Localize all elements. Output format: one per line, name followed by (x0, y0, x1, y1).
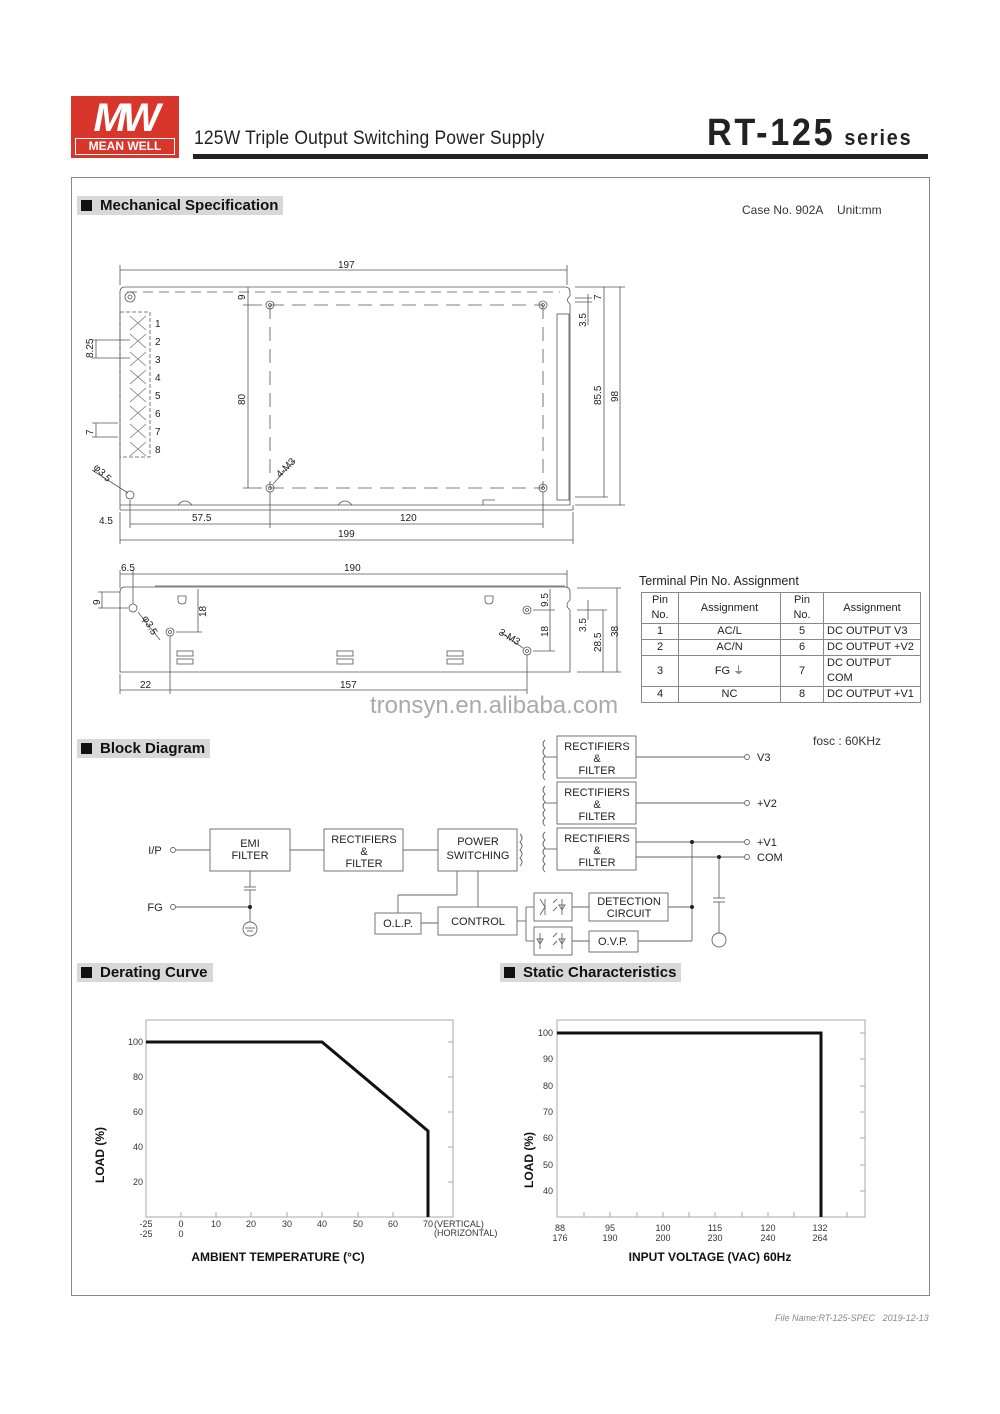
pin-number: 4 (155, 373, 161, 384)
static-line (557, 1033, 821, 1217)
svg-text:264: 264 (812, 1233, 828, 1243)
column-header: Assignment (824, 593, 921, 624)
static-xlabel: INPUT VOLTAGE (VAC) 60Hz (628, 1250, 792, 1264)
svg-text:240: 240 (760, 1233, 776, 1243)
svg-text:10: 10 (210, 1219, 222, 1229)
svg-text:(HORIZONTAL): (HORIZONTAL) (434, 1228, 498, 1238)
svg-text:100: 100 (537, 1028, 553, 1038)
dim-side-right-spacing: 18 (540, 625, 551, 637)
svg-text:80: 80 (542, 1081, 553, 1091)
dim-inner-height: 85.5 (593, 385, 604, 405)
dim-side-slot: 3.5 (578, 618, 589, 632)
svg-text:60: 60 (387, 1219, 399, 1229)
rect-label: & (593, 845, 601, 857)
psw-label: SWITCHING (446, 850, 510, 862)
pin-cell: 4 (642, 687, 679, 703)
label-screw-3-m3: 3-M3 (496, 627, 522, 648)
svg-text:176: 176 (552, 1233, 568, 1243)
dim-side-left-offset: 6.5 (121, 563, 135, 574)
assignment-cell: DC OUTPUT COM (824, 656, 921, 687)
emi-label: FILTER (231, 850, 269, 862)
footer-file-info (775, 1313, 929, 1323)
input-ip-label: I/P (148, 845, 162, 857)
dim-side-mount-offset: 22 (140, 680, 152, 691)
fosc-label: fosc : 60KHz (813, 734, 882, 748)
assignment-cell: DC OUTPUT +V2 (824, 640, 921, 656)
pin-cell: 1 (642, 624, 679, 640)
label-screw-4-m3: 4-M3 (274, 456, 299, 481)
svg-text:200: 200 (655, 1233, 671, 1243)
dim-overall-height: 98 (610, 390, 621, 402)
pin-cell: 8 (781, 687, 824, 703)
rect-label: RECTIFIERS (331, 834, 397, 846)
assignment-cell: DC OUTPUT V3 (824, 624, 921, 640)
assignment-cell: FG ⏚ (679, 656, 781, 687)
rect-label: FILTER (345, 858, 383, 870)
logo-mark: MW (93, 96, 157, 140)
derating-line (146, 1042, 428, 1217)
output-com-label: COM (757, 852, 783, 864)
rect-label: RECTIFIERS (564, 833, 630, 845)
pin-number: 2 (155, 337, 161, 348)
input-fg-label: FG (147, 902, 163, 914)
svg-text:60: 60 (542, 1133, 553, 1143)
rect-label: RECTIFIERS (564, 787, 630, 799)
emi-label: EMI (240, 838, 260, 850)
assignment-cell: DC OUTPUT +V1 (824, 687, 921, 703)
svg-text:90: 90 (542, 1054, 553, 1064)
svg-text:88: 88 (554, 1223, 566, 1233)
model-number: RT-125 (707, 112, 836, 154)
dim-overall-width: 197 (338, 260, 355, 271)
psw-label: POWER (457, 836, 499, 848)
derating-ylabel: LOAD (%) (93, 1127, 107, 1183)
svg-text:190: 190 (602, 1233, 618, 1243)
static-ylabel: LOAD (%) (522, 1132, 536, 1188)
dim-side-hole-y: 9 (92, 599, 103, 605)
rect-label: FILTER (578, 857, 616, 869)
pin-number: 7 (155, 427, 161, 438)
rect-label: RECTIFIERS (564, 741, 630, 753)
detection-label: DETECTION (597, 896, 661, 908)
output-v1-label: +V1 (757, 837, 777, 849)
svg-text:-25: -25 (139, 1219, 153, 1229)
derating-xlabel: AMBIENT TEMPERATURE (°C) (191, 1250, 365, 1264)
rect-label: & (593, 799, 601, 811)
section-title: Block Diagram (100, 740, 206, 757)
watermark: tronsyn.en.alibaba.com (370, 692, 619, 719)
file-date: 2019-12-13 (882, 1313, 929, 1323)
dim-mount-spacing-y: 80 (237, 393, 248, 405)
dim-mount-offset-top: 9 (237, 294, 248, 300)
svg-text:30: 30 (281, 1219, 293, 1229)
dim-base-width: 199 (338, 529, 355, 540)
svg-text:120: 120 (760, 1223, 776, 1233)
terminal-table-title: Terminal Pin No. Assignment (639, 574, 799, 588)
svg-text:40: 40 (316, 1219, 328, 1229)
svg-text:230: 230 (707, 1233, 723, 1243)
assignment-cell: AC/N (679, 640, 781, 656)
svg-text:0: 0 (178, 1229, 184, 1239)
svg-text:80: 80 (132, 1072, 143, 1082)
file-name: File Name:RT-125-SPEC (775, 1313, 876, 1323)
olp-label: O.L.P. (383, 918, 413, 930)
logo-name: MEAN WELL (75, 138, 175, 155)
svg-text:50: 50 (352, 1219, 364, 1229)
rect-label: FILTER (578, 811, 616, 823)
svg-text:40: 40 (132, 1142, 143, 1152)
svg-text:20: 20 (245, 1219, 257, 1229)
column-header: Pin No. (781, 593, 824, 624)
svg-text:-25: -25 (139, 1229, 153, 1239)
svg-text:70: 70 (422, 1219, 434, 1229)
output-v2-label: +V2 (757, 798, 777, 810)
section-title: Derating Curve (100, 964, 208, 981)
pin-number: 8 (155, 445, 161, 456)
output-v3-label: V3 (757, 752, 771, 764)
pin-number: 5 (155, 391, 161, 402)
dim-hole-dia: φ3.5 (90, 462, 114, 485)
detection-label: CIRCUIT (606, 908, 652, 920)
svg-text:115: 115 (707, 1223, 723, 1233)
svg-text:100: 100 (127, 1037, 143, 1047)
dim-side-overall-height: 38 (610, 625, 621, 637)
svg-text:95: 95 (604, 1223, 616, 1233)
derating-chart (93, 1020, 497, 1264)
control-label: CONTROL (451, 916, 505, 928)
dim-mount-offset-x: 57.5 (192, 513, 212, 524)
dim-slot-width: 3.5 (578, 313, 589, 327)
dim-side-right-top: 9.5 (540, 593, 551, 607)
dim-side-mount-spacing: 157 (340, 680, 357, 691)
section-title: Static Characteristics (523, 964, 677, 981)
case-number: Case No. 902A (742, 203, 824, 217)
dim-pin-pitch: 8.25 (85, 338, 96, 358)
svg-text:0: 0 (178, 1219, 184, 1229)
column-header: Assignment (679, 593, 781, 624)
dim-pin-width: 7 (85, 429, 96, 435)
model-suffix: series (844, 125, 913, 150)
assignment-cell: NC (679, 687, 781, 703)
pin-number: 1 (155, 319, 161, 330)
product-subtitle: 125W Triple Output Switching Power Supply (194, 128, 545, 149)
static-characteristics-chart (522, 1020, 865, 1264)
pin-cell: 3 (642, 656, 679, 687)
dim-slot-offset: 7 (593, 294, 604, 300)
dim-side-length: 190 (344, 563, 361, 574)
svg-text:60: 60 (132, 1107, 143, 1117)
svg-text:40: 40 (542, 1186, 553, 1196)
dim-side-inner-height: 28.5 (593, 632, 604, 652)
rect-label: FILTER (578, 765, 616, 777)
unit-label: Unit:mm (837, 203, 882, 217)
pin-cell: 6 (781, 640, 824, 656)
section-title: Mechanical Specification (100, 197, 279, 214)
dim-mount-spacing-x: 120 (400, 513, 417, 524)
pin-number: 3 (155, 355, 161, 366)
rect-label: & (593, 753, 601, 765)
svg-text:100: 100 (655, 1223, 671, 1233)
svg-text:70: 70 (542, 1107, 553, 1117)
svg-text:132: 132 (812, 1223, 828, 1233)
pin-cell: 2 (642, 640, 679, 656)
pin-cell: 7 (781, 656, 824, 687)
ovp-label: O.V.P. (598, 936, 628, 948)
assignment-cell: AC/L (679, 624, 781, 640)
column-header: Pin No. (642, 593, 679, 624)
svg-text:20: 20 (132, 1177, 143, 1187)
pin-number: 6 (155, 409, 161, 420)
dim-side-hole-dia: φ3.5 (139, 614, 160, 638)
rect-label: & (360, 846, 368, 858)
dim-edge-offset: 4.5 (99, 516, 113, 527)
dim-side-screw-depth: 18 (198, 605, 209, 617)
pin-cell: 5 (781, 624, 824, 640)
svg-text:50: 50 (542, 1160, 553, 1170)
svg-text:(VERTICAL): (VERTICAL) (434, 1219, 484, 1229)
